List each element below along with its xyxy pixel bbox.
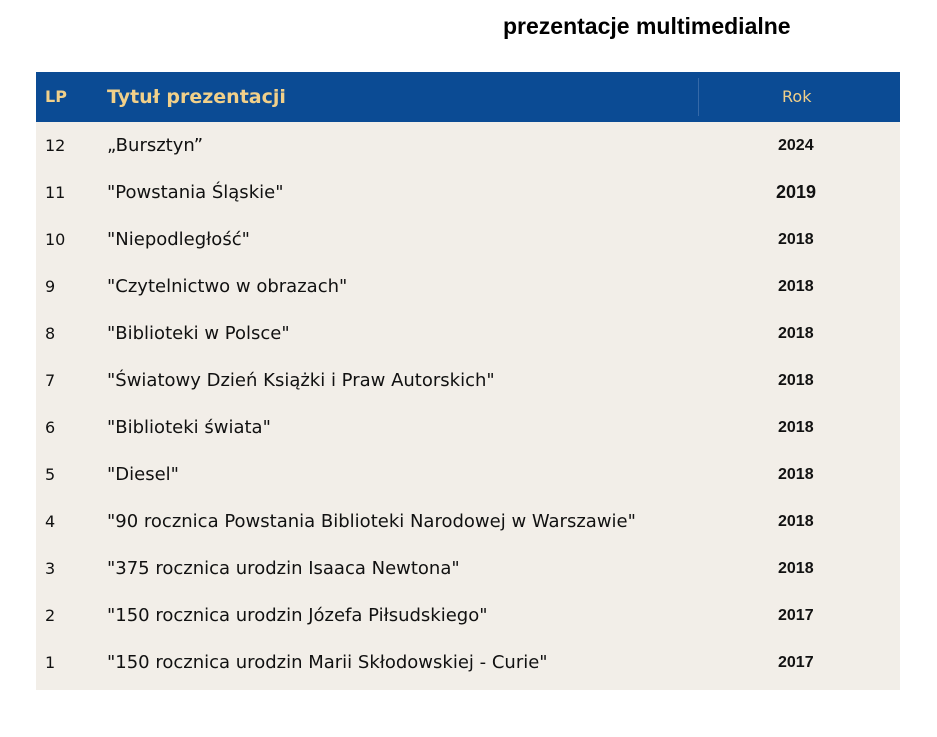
table-header: [36, 72, 900, 122]
row-lp: 12: [45, 136, 66, 155]
row-year: 2018: [778, 513, 814, 530]
table-row: [36, 310, 900, 357]
row-year: 2018: [778, 466, 814, 483]
table-row: [36, 263, 900, 310]
row-lp: 2: [45, 606, 56, 625]
header-title: Tytuł prezentacji: [107, 86, 286, 108]
row-lp: 5: [45, 465, 56, 484]
row-lp: 10: [45, 230, 66, 249]
row-lp: 11: [45, 183, 66, 202]
table-row: [36, 592, 900, 639]
row-title: "Czytelnictwo w obrazach": [107, 276, 348, 297]
row-year: 2018: [778, 419, 814, 436]
row-title: "Diesel": [107, 464, 179, 485]
row-title: "Biblioteki świata": [107, 417, 271, 438]
row-title: "Powstania Śląskie": [107, 182, 284, 203]
row-lp: 9: [45, 277, 56, 296]
table-row: [36, 216, 900, 263]
row-title: „Bursztyn”: [107, 135, 204, 156]
table-row: [36, 498, 900, 545]
row-year: 2019: [776, 182, 817, 202]
row-year: 2018: [778, 325, 814, 342]
row-title: "Niepodległość": [107, 229, 250, 250]
row-year: 2017: [778, 654, 814, 671]
row-title: "150 rocznica urodzin Marii Skłodowskiej - Curie": [107, 652, 548, 673]
presentations-table: [36, 72, 900, 690]
table-row: [36, 357, 900, 404]
row-year: 2017: [778, 607, 814, 624]
row-lp: 4: [45, 512, 56, 531]
table-body: [36, 122, 900, 690]
page-title: prezentacje multimedialne: [503, 13, 791, 39]
table-row: [36, 122, 900, 169]
header-lp: LP: [45, 87, 67, 106]
table-row: [36, 404, 900, 451]
row-title: "Światowy Dzień Książki i Praw Autorskich": [107, 370, 495, 391]
header-year: Rok: [782, 87, 812, 106]
row-title: "Biblioteki w Polsce": [107, 323, 290, 344]
table-row: [36, 545, 900, 592]
row-lp: 8: [45, 324, 56, 343]
row-lp: 1: [45, 653, 56, 672]
row-year: 2024: [778, 137, 814, 154]
row-year: 2018: [778, 278, 814, 295]
row-lp: 7: [45, 371, 56, 390]
row-title: "90 rocznica Powstania Biblioteki Narodowej w Warszawie": [107, 511, 636, 532]
table-row: [36, 169, 900, 216]
row-year: 2018: [778, 231, 814, 248]
table-bottom-padding: [36, 686, 900, 690]
row-year: 2018: [778, 372, 814, 389]
row-lp: 6: [45, 418, 56, 437]
table-row: [36, 451, 900, 498]
header-divider: [698, 78, 699, 116]
table-row: [36, 639, 900, 686]
row-year: 2018: [778, 560, 814, 577]
row-title: "375 rocznica urodzin Isaaca Newtona": [107, 558, 460, 579]
row-title: "150 rocznica urodzin Józefa Piłsudskiego": [107, 605, 488, 626]
row-lp: 3: [45, 559, 56, 578]
